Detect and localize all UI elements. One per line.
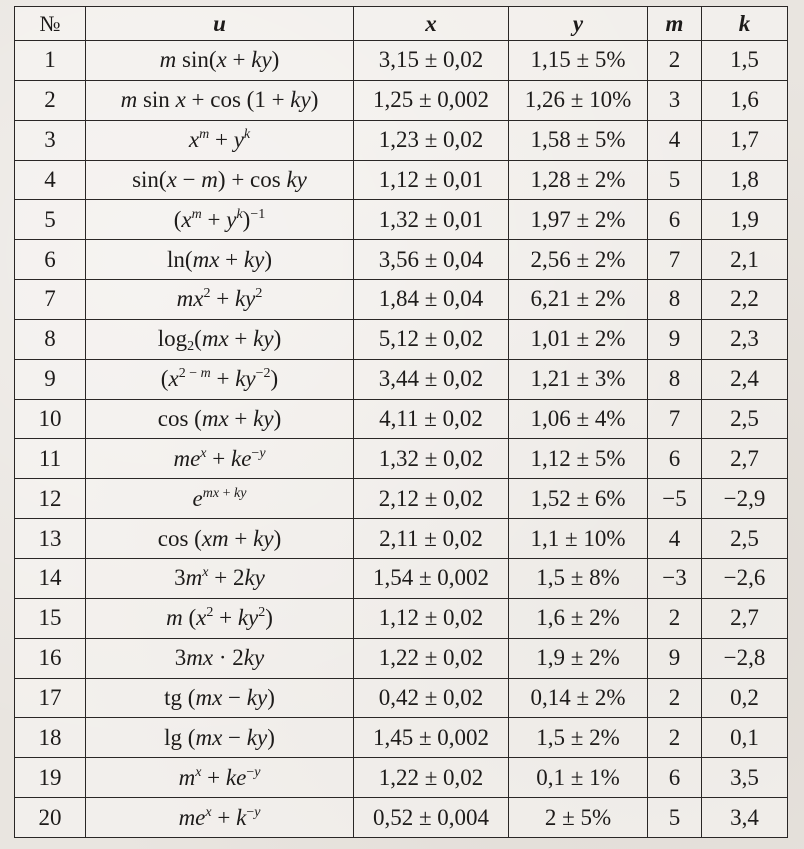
formula-u: $\log_2(mx + ky)$	[86, 319, 354, 359]
value-y: 0,14 ± 2%	[509, 678, 648, 718]
value-m: 6	[648, 758, 702, 798]
value-x: 3,56 ± 0,04	[354, 240, 509, 280]
formula-u: $(x^{2 - m} + ky^{-2})$	[86, 359, 354, 399]
formula-u: m sin x + cos (1 + ky)	[86, 80, 354, 120]
header-y: y	[509, 7, 648, 41]
value-y: 1,15 ± 5%	[509, 41, 648, 81]
value-m: 2	[648, 718, 702, 758]
value-k: −2,6	[702, 558, 788, 598]
value-x: 1,32 ± 0,02	[354, 439, 509, 479]
table-row	[15, 319, 788, 359]
row-number: 7	[15, 280, 86, 320]
value-m: 5	[648, 160, 702, 200]
table-row	[15, 200, 788, 240]
value-k: 1,7	[702, 120, 788, 160]
value-k: 2,5	[702, 519, 788, 559]
value-m: 5	[648, 798, 702, 838]
value-x: 1,12 ± 0,02	[354, 598, 509, 638]
table-row	[15, 160, 788, 200]
table-row	[15, 280, 788, 320]
value-k: 3,4	[702, 798, 788, 838]
value-m: 4	[648, 120, 702, 160]
table-row	[15, 439, 788, 479]
value-x: 1,54 ± 0,002	[354, 558, 509, 598]
formula-u: 3mx · 2ky	[86, 638, 354, 678]
value-x: 4,11 ± 0,02	[354, 399, 509, 439]
header-row	[15, 7, 788, 41]
formula-u: m $(x^2 + ky^2)$	[86, 598, 354, 638]
formula-u: $e^{mx + ky}$	[86, 479, 354, 519]
row-number: 13	[15, 519, 86, 559]
row-number: 10	[15, 399, 86, 439]
row-number: 18	[15, 718, 86, 758]
value-k: 0,1	[702, 718, 788, 758]
row-number: 5	[15, 200, 86, 240]
header-m: m	[648, 7, 702, 41]
value-x: 0,42 ± 0,02	[354, 678, 509, 718]
table-row	[15, 598, 788, 638]
value-x: 5,12 ± 0,02	[354, 319, 509, 359]
table-row	[15, 359, 788, 399]
table-row	[15, 718, 788, 758]
value-x: 2,12 ± 0,02	[354, 479, 509, 519]
value-x: 1,23 ± 0,02	[354, 120, 509, 160]
value-k: −2,8	[702, 638, 788, 678]
row-number: 3	[15, 120, 86, 160]
value-k: 2,4	[702, 359, 788, 399]
value-m: 8	[648, 359, 702, 399]
value-y: 1,06 ± 4%	[509, 399, 648, 439]
table-row	[15, 638, 788, 678]
value-x: 3,15 ± 0,02	[354, 41, 509, 81]
value-m: 4	[648, 519, 702, 559]
table-row	[15, 41, 788, 81]
value-m: 2	[648, 598, 702, 638]
value-k: 1,9	[702, 200, 788, 240]
value-k: 2,5	[702, 399, 788, 439]
value-m: 9	[648, 638, 702, 678]
value-m: −3	[648, 558, 702, 598]
formula-u: $mx^2 + ky^2$	[86, 280, 354, 320]
value-k: 2,2	[702, 280, 788, 320]
header-number: №	[15, 7, 86, 41]
value-k: 2,3	[702, 319, 788, 359]
value-y: 1,12 ± 5%	[509, 439, 648, 479]
value-y: 2,56 ± 2%	[509, 240, 648, 280]
value-x: 1,84 ± 0,04	[354, 280, 509, 320]
value-m: 3	[648, 80, 702, 120]
row-number: 17	[15, 678, 86, 718]
value-x: 1,22 ± 0,02	[354, 638, 509, 678]
table-row	[15, 80, 788, 120]
value-k: 2,7	[702, 439, 788, 479]
table-row	[15, 479, 788, 519]
header-x: x	[354, 7, 509, 41]
row-number: 19	[15, 758, 86, 798]
value-k: 0,2	[702, 678, 788, 718]
table-row	[15, 758, 788, 798]
value-k: 1,6	[702, 80, 788, 120]
table-row	[15, 558, 788, 598]
formula-u: m sin(x + ky)	[86, 41, 354, 81]
value-x: 2,11 ± 0,02	[354, 519, 509, 559]
table-row	[15, 678, 788, 718]
formula-u: $me^x + ke^{-y}$	[86, 439, 354, 479]
value-m: 7	[648, 240, 702, 280]
value-y: 1,28 ± 2%	[509, 160, 648, 200]
row-number: 15	[15, 598, 86, 638]
row-number: 9	[15, 359, 86, 399]
value-m: 2	[648, 678, 702, 718]
formula-u: $me^x + k^{-y}$	[86, 798, 354, 838]
value-y: 1,9 ± 2%	[509, 638, 648, 678]
value-m: 6	[648, 200, 702, 240]
formula-u: $(x^m + y^k)^{-1}$	[86, 200, 354, 240]
table-row	[15, 399, 788, 439]
row-number: 20	[15, 798, 86, 838]
row-number: 6	[15, 240, 86, 280]
value-x: 1,22 ± 0,02	[354, 758, 509, 798]
header-k: k	[702, 7, 788, 41]
value-y: 1,21 ± 3%	[509, 359, 648, 399]
value-x: 1,45 ± 0,002	[354, 718, 509, 758]
value-m: 9	[648, 319, 702, 359]
value-k: 2,1	[702, 240, 788, 280]
formula-u: tg (mx − ky)	[86, 678, 354, 718]
value-m: 6	[648, 439, 702, 479]
formula-u: cos (xm + ky)	[86, 519, 354, 559]
value-x: 0,52 ± 0,004	[354, 798, 509, 838]
value-y: 1,6 ± 2%	[509, 598, 648, 638]
value-y: 6,21 ± 2%	[509, 280, 648, 320]
value-k: 3,5	[702, 758, 788, 798]
value-y: 0,1 ± 1%	[509, 758, 648, 798]
formula-u: $3m^x + 2ky$	[86, 558, 354, 598]
value-m: 7	[648, 399, 702, 439]
value-y: 1,1 ± 10%	[509, 519, 648, 559]
row-number: 12	[15, 479, 86, 519]
value-m: 8	[648, 280, 702, 320]
formula-u: ln(mx + ky)	[86, 240, 354, 280]
table-body	[15, 41, 788, 838]
table-row	[15, 240, 788, 280]
value-x: 1,12 ± 0,01	[354, 160, 509, 200]
table-row	[15, 798, 788, 838]
table-row	[15, 519, 788, 559]
row-number: 2	[15, 80, 86, 120]
row-number: 4	[15, 160, 86, 200]
value-y: 1,58 ± 5%	[509, 120, 648, 160]
value-y: 1,26 ± 10%	[509, 80, 648, 120]
value-y: 1,01 ± 2%	[509, 319, 648, 359]
variants-table	[14, 6, 788, 838]
formula-u: $x^m + y^k$	[86, 120, 354, 160]
formula-u: $m^x + ke^{-y}$	[86, 758, 354, 798]
value-k: −2,9	[702, 479, 788, 519]
table-row	[15, 120, 788, 160]
value-m: 2	[648, 41, 702, 81]
formula-u: sin(x − m) + cos ky	[86, 160, 354, 200]
formula-u: lg (mx − ky)	[86, 718, 354, 758]
value-x: 1,32 ± 0,01	[354, 200, 509, 240]
header-u: u	[86, 7, 354, 41]
value-x: 1,25 ± 0,002	[354, 80, 509, 120]
row-number: 16	[15, 638, 86, 678]
formula-u: cos (mx + ky)	[86, 399, 354, 439]
row-number: 14	[15, 558, 86, 598]
value-y: 1,52 ± 6%	[509, 479, 648, 519]
value-y: 1,97 ± 2%	[509, 200, 648, 240]
value-x: 3,44 ± 0,02	[354, 359, 509, 399]
value-k: 1,5	[702, 41, 788, 81]
value-y: 1,5 ± 2%	[509, 718, 648, 758]
row-number: 8	[15, 319, 86, 359]
value-k: 1,8	[702, 160, 788, 200]
row-number: 1	[15, 41, 86, 81]
value-k: 2,7	[702, 598, 788, 638]
value-y: 1,5 ± 8%	[509, 558, 648, 598]
value-y: 2 ± 5%	[509, 798, 648, 838]
row-number: 11	[15, 439, 86, 479]
value-m: −5	[648, 479, 702, 519]
